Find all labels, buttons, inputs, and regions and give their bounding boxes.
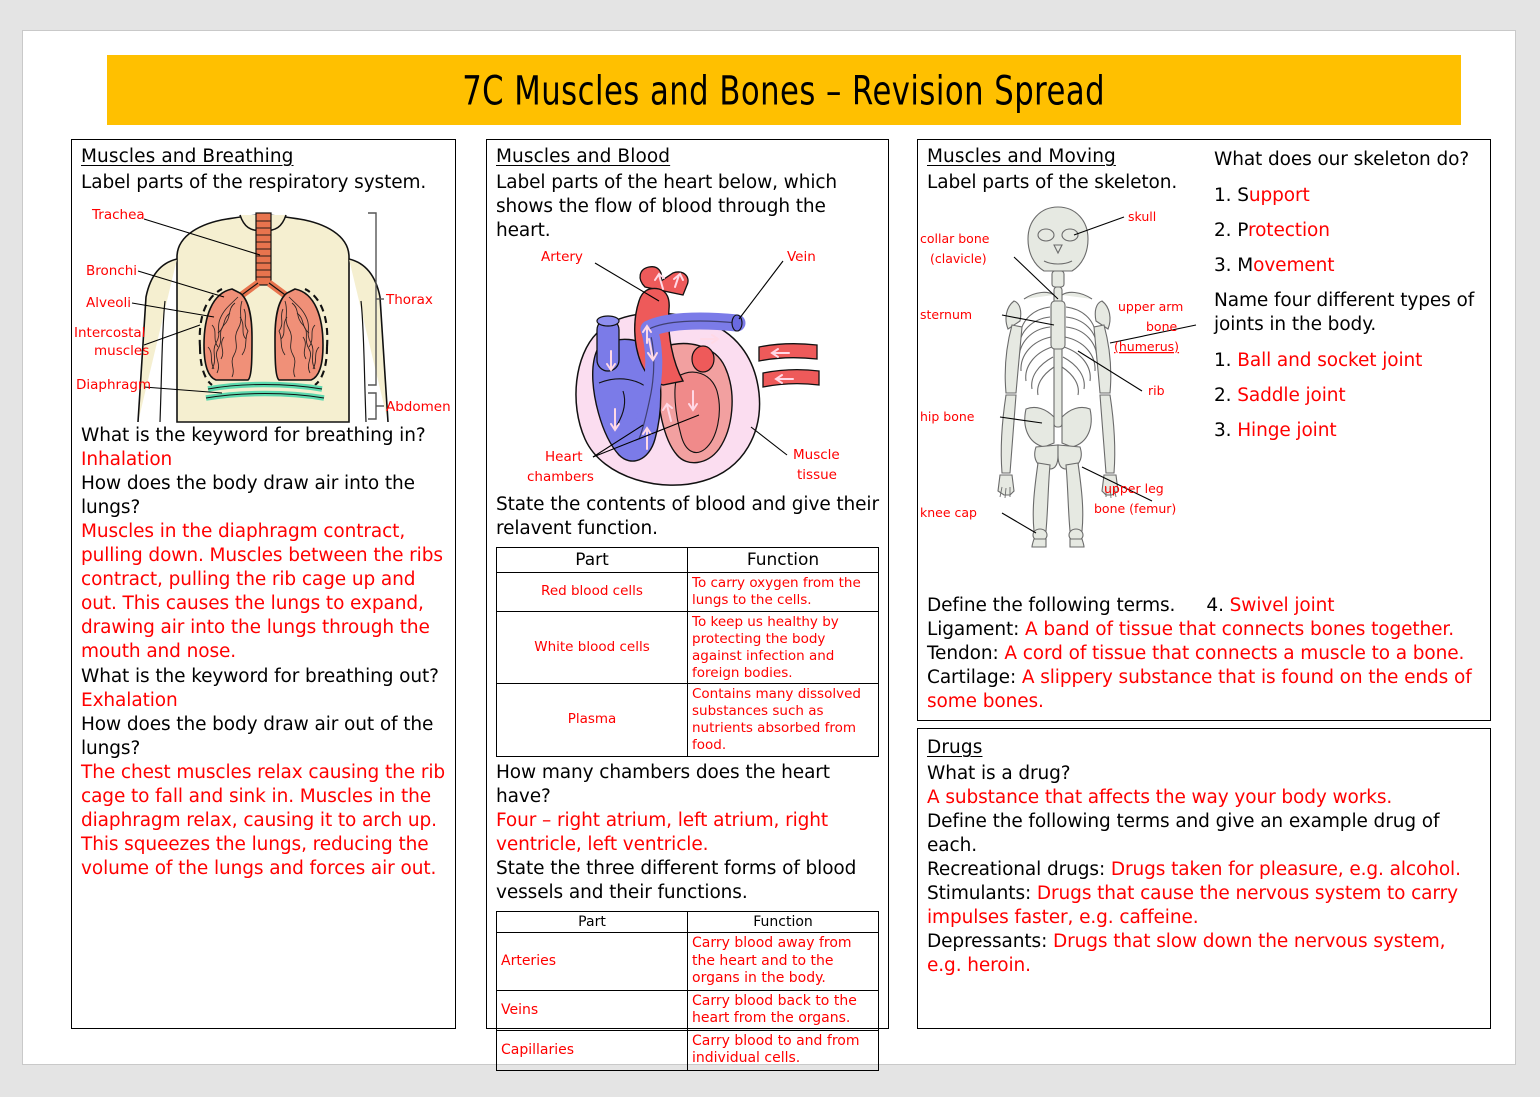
cell-part: Veins	[497, 990, 688, 1030]
definition-term: Ligament:	[927, 618, 1020, 640]
label-upper-arm: upper arm	[1118, 299, 1184, 315]
blood-q-chambers: How many chambers does the heart have?	[496, 761, 830, 808]
breathing-a4: The chest muscles relax causing the rib cage to fall and sink in. Muscles in the diaphragm relax, causing it to arch up. This squeezes the lungs, reducing the volume of the lungs and forces air out.	[81, 761, 446, 879]
blood-contents-table	[496, 547, 879, 757]
breathing-q2: How does the body draw air into the lungs?	[81, 473, 415, 519]
moving-heading: Muscles and Moving	[927, 146, 1116, 167]
respiratory-system-diagram	[72, 197, 455, 422]
definition-text: A cord of tissue that connects a muscle to a bone.	[1004, 642, 1465, 664]
item-rest: upport	[1248, 185, 1310, 207]
item-number: 2.	[1214, 385, 1232, 407]
panel-muscles-and-moving	[917, 139, 1491, 721]
definition-depressants	[927, 930, 1481, 978]
panel-drugs	[917, 728, 1491, 1029]
label-bronchi: Bronchi	[86, 263, 138, 280]
definition-text: Drugs taken for pleasure, e.g. alcohol.	[1110, 859, 1461, 881]
definition-term: Tendon:	[927, 642, 999, 664]
breathing-q3: What is the keyword for breathing out?	[81, 665, 439, 687]
definition-term: Depressants:	[927, 931, 1048, 953]
label-diaphragm: Diaphragm	[76, 377, 152, 394]
breathing-a3: Exhalation	[81, 689, 178, 711]
label-knee-cap: knee cap	[920, 505, 977, 521]
cell-function: To keep us healthy by protecting the body against infection and foreign bodies.	[688, 611, 879, 684]
item-label: Swivel joint	[1229, 594, 1335, 616]
drugs-heading: Drugs	[927, 737, 983, 758]
label-vein: Vein	[787, 249, 816, 266]
label-collar-bone: collar bone	[920, 231, 990, 247]
moving-prompt: Label parts of the skeleton.	[927, 172, 1178, 193]
label-heart-chambers: Heart	[545, 449, 583, 466]
header-function: Function	[688, 548, 879, 573]
blood-vessels-table	[496, 911, 879, 1071]
breathing-prompt: Label parts of the respiratory system.	[81, 172, 427, 193]
page-title: 7C Muscles and Bones – Revision Spread	[462, 66, 1106, 114]
drugs-a-what: A substance that affects the way your body works.	[927, 787, 1393, 809]
moving-q-joints: Name four different types of joints in the body.	[1214, 290, 1475, 336]
label-collar-bone-clavicle: (clavicle)	[930, 251, 987, 267]
table-header-row	[497, 912, 879, 933]
table-row	[497, 611, 879, 684]
label-artery: Artery	[541, 249, 583, 266]
definition-tendon	[927, 642, 1481, 666]
heart-diagram	[487, 243, 888, 493]
header-part: Part	[497, 548, 688, 573]
breathing-q4: How does the body draw air out of the lungs?	[81, 713, 434, 759]
cell-part: Arteries	[497, 933, 688, 991]
label-trachea: Trachea	[92, 207, 145, 224]
table-header-row	[497, 548, 879, 573]
definition-text: A slippery substance that is found on the ends of some bones.	[927, 666, 1472, 712]
label-upper-leg-femur: bone (femur)	[1094, 501, 1177, 517]
item-number: 4.	[1206, 594, 1224, 616]
joint-item	[1206, 594, 1334, 618]
skeleton-function-item	[1214, 254, 1482, 278]
skeleton-diagram	[918, 195, 1208, 547]
item-first-letter: S	[1237, 185, 1249, 207]
definition-ligament	[927, 618, 1481, 642]
cell-part: Capillaries	[497, 1030, 688, 1070]
definition-text: Drugs that cause the nervous system to carry impulses faster, e.g. caffeine.	[927, 883, 1458, 929]
item-number: 3.	[1214, 420, 1232, 442]
definition-recreational-drugs	[927, 858, 1481, 882]
definition-term: Stimulants:	[927, 883, 1032, 905]
skeleton-function-item	[1214, 219, 1482, 243]
definition-term: Recreational drugs:	[927, 859, 1106, 881]
panel-muscles-and-blood	[486, 139, 889, 1067]
table-row	[497, 1030, 879, 1070]
definition-stimulants	[927, 882, 1481, 930]
title-banner	[107, 55, 1461, 125]
label-thorax: Thorax	[386, 292, 433, 309]
panel-muscles-and-breathing	[71, 139, 456, 1029]
cell-function: To carry oxygen from the lungs to the cells.	[688, 573, 879, 612]
item-number: 3.	[1214, 255, 1232, 277]
header-function: Function	[688, 912, 879, 933]
breathing-a2: Muscles in the diaphragm contract, pulling down. Muscles between the ribs contract, pulling the rib cage up and out. This causes the lungs to expand, drawing air into the lungs through the mouth and nose.	[81, 521, 443, 663]
item-number: 1.	[1214, 350, 1232, 372]
label-sternum: sternum	[920, 307, 973, 323]
item-first-letter: M	[1237, 255, 1254, 277]
label-upper-arm-bone: bone	[1146, 319, 1178, 335]
joint-item	[1214, 349, 1482, 373]
table-row	[497, 933, 879, 991]
item-label: Hinge joint	[1237, 420, 1337, 442]
label-upper-leg: upper leg	[1104, 481, 1164, 497]
breathing-heading: Muscles and Breathing	[81, 146, 294, 167]
slide-canvas	[22, 30, 1516, 1065]
label-muscle-tissue-2: tissue	[797, 467, 837, 484]
definition-text: A band of tissue that connects bones together.	[1025, 618, 1455, 640]
table-row	[497, 573, 879, 612]
table-row	[497, 990, 879, 1030]
cell-function: Carry blood back to the heart from the organs.	[688, 990, 879, 1030]
blood-heading: Muscles and Blood	[496, 146, 671, 167]
item-label: Saddle joint	[1237, 385, 1346, 407]
label-alveoli: Alveoli	[86, 295, 132, 312]
cell-part: Red blood cells	[497, 573, 688, 612]
definition-cartilage	[927, 666, 1481, 714]
blood-q-contents: State the contents of blood and give their relavent function.	[496, 494, 879, 540]
item-label: Ball and socket joint	[1237, 350, 1423, 372]
label-heart-chambers-2: chambers	[527, 469, 594, 486]
blood-q-vessels: State the three different forms of blood vessels and their functions.	[496, 858, 857, 904]
cell-function: Carry blood to and from individual cells.	[688, 1030, 879, 1070]
definition-text: Drugs that slow down the nervous system, e.g. heroin.	[927, 931, 1446, 977]
cell-function: Carry blood away from the heart and to the organs in the body.	[688, 933, 879, 991]
label-rib: rib	[1148, 383, 1165, 399]
header-part: Part	[497, 912, 688, 933]
cell-part: White blood cells	[497, 611, 688, 684]
blood-a-chambers: Four – right atrium, left atrium, right ventricle, left ventricle.	[496, 810, 829, 856]
drugs-q-what: What is a drug?	[927, 763, 1071, 784]
cell-part: Plasma	[497, 684, 688, 757]
drugs-q-define: Define the following terms and give an example drug of each.	[927, 811, 1440, 857]
joint-item	[1214, 419, 1482, 443]
table-row	[497, 684, 879, 757]
moving-q-define: Define the following terms.	[927, 594, 1176, 616]
breathing-a1: Inhalation	[81, 449, 173, 471]
joint-item	[1214, 384, 1482, 408]
definition-term: Cartilage:	[927, 666, 1017, 688]
label-upper-arm-humerus: (humerus)	[1114, 339, 1180, 355]
label-intercostal: Intercostal	[74, 325, 146, 342]
skeleton-function-item	[1214, 184, 1482, 208]
label-abdomen: Abdomen	[386, 399, 451, 416]
item-rest: rotection	[1247, 220, 1330, 242]
item-number: 2.	[1214, 220, 1232, 242]
label-intercostal-muscles: muscles	[94, 343, 150, 360]
breathing-q1: What is the keyword for breathing in?	[81, 425, 426, 447]
moving-q-skeleton: What does our skeleton do?	[1214, 149, 1470, 170]
label-muscle-tissue: Muscle	[793, 447, 840, 464]
item-rest: ovement	[1253, 255, 1335, 277]
label-skull: skull	[1128, 209, 1157, 225]
blood-prompt: Label parts of the heart below, which shows the flow of blood through the heart.	[496, 172, 838, 242]
label-hip-bone: hip bone	[920, 409, 975, 425]
item-number: 1.	[1214, 185, 1232, 207]
item-first-letter: P	[1237, 220, 1248, 242]
cell-function: Contains many dissolved substances such as nutrients absorbed from food.	[688, 684, 879, 757]
